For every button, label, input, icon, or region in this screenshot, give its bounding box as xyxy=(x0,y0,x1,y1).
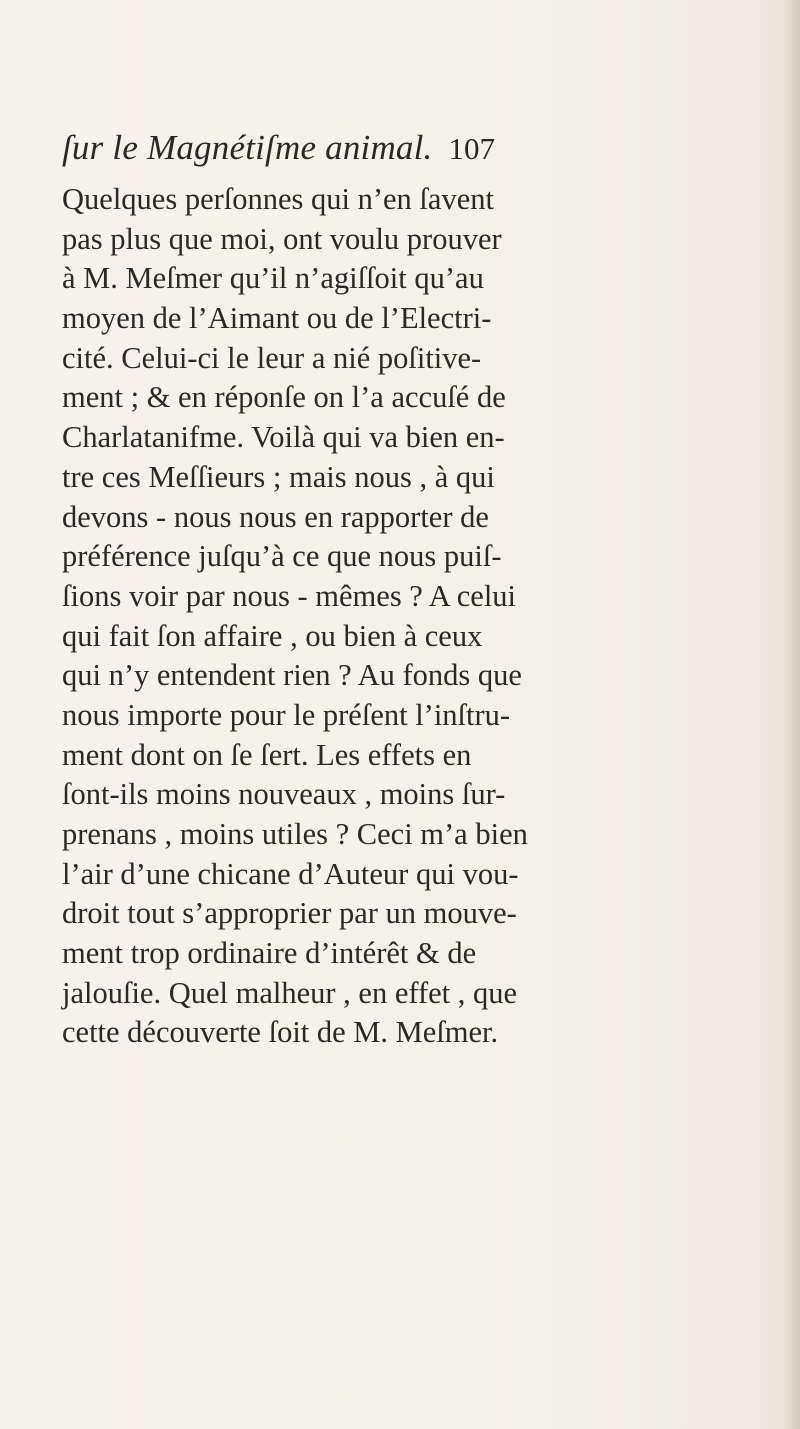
running-head xyxy=(62,128,702,180)
text-line-9: devons - nous nous en rapporter de xyxy=(62,499,489,534)
page-number: 107 xyxy=(448,131,496,166)
text-line-15: ment dont on ſe ſert. Les effets en xyxy=(62,737,472,772)
text-line-7: Charlatanifme. Voilà qui va bien en- xyxy=(62,420,505,455)
text-line-13: qui n’y entendent rien ? Au fonds que xyxy=(62,658,522,693)
text-line-21: jalouſie. Quel malheur , en effet , que xyxy=(62,975,518,1010)
text-line-22: cette découverte ſoit de M. Meſmer. xyxy=(62,1015,499,1050)
text-line-10: préférence juſqu’à ce que nous puiſ- xyxy=(62,539,502,574)
text-line-17: prenans , moins utiles ? Ceci m’a bien xyxy=(62,817,528,851)
text-line-1: Quelques perſonnes qui n’en ſavent xyxy=(62,182,494,216)
text-line-4: moyen de l’Aimant ou de l’Electri- xyxy=(62,301,492,336)
running-title: ſur le Magnétiſme animal. xyxy=(62,128,433,167)
text-line-11: ſions voir par nous - mêmes ? A celui xyxy=(62,578,517,613)
text-line-6: ment ; & en réponſe on l’a accuſé de xyxy=(62,380,506,415)
text-line-8: tre ces Meſſieurs ; mais nous , à qui xyxy=(62,459,495,494)
text-line-3: à M. Meſmer qu’il n’agiſſoit qu’au xyxy=(62,261,484,296)
body-text xyxy=(62,180,682,1053)
text-line-16: ſont-ils moins nouveaux , moins ſur- xyxy=(62,777,506,812)
page-edge-shadow xyxy=(786,0,800,1429)
text-line-5: cité. Celui-ci le leur a nié poſitive- xyxy=(62,340,482,375)
text-line-2: pas plus que moi, ont voulu prouver xyxy=(62,221,502,256)
text-line-14: nous importe pour le préſent l’inſtru- xyxy=(62,697,511,732)
text-line-19: droit tout s’approprier par un mouve- xyxy=(62,896,517,931)
text-line-20: ment trop ordinaire d’intérêt & de xyxy=(62,936,477,971)
text-line-18: l’air d’une chicane d’Auteur qui vou- xyxy=(62,856,519,891)
text-line-12: qui fait ſon affaire , ou bien à ceux xyxy=(62,618,483,653)
